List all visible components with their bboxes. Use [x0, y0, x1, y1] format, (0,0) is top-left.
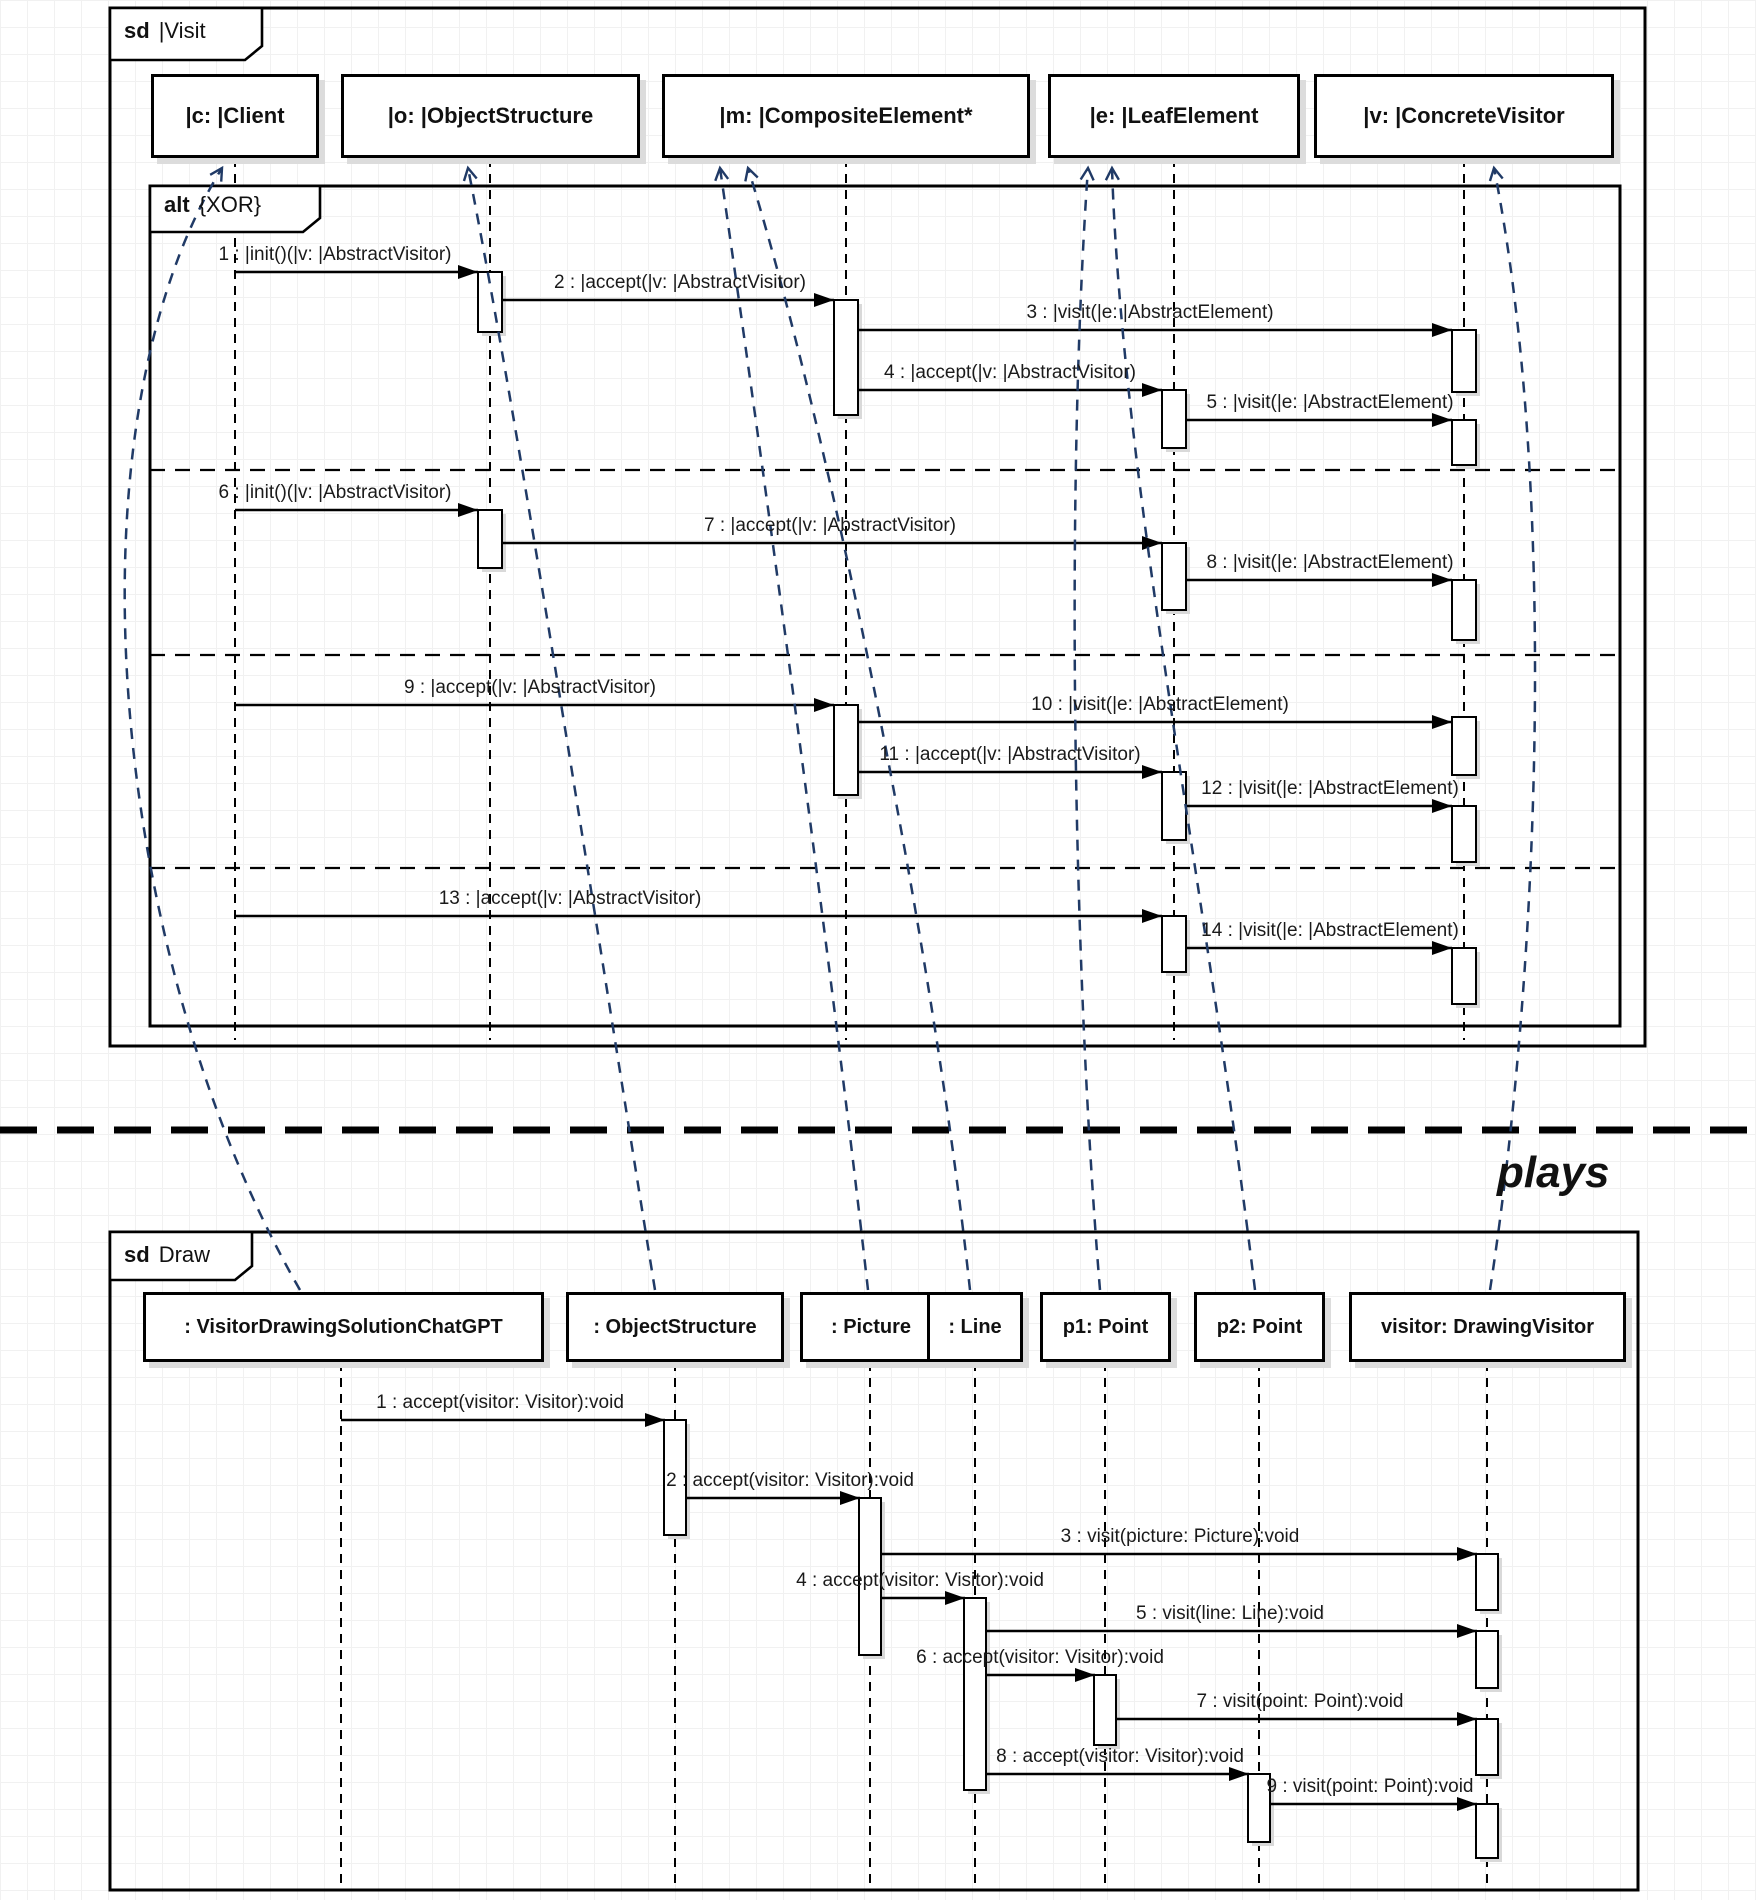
- lifeline-head-objectstructure-draw: : ObjectStructure: [566, 1292, 784, 1362]
- activation-visit-2: [834, 300, 858, 415]
- activation-draw-9: [1476, 1804, 1498, 1858]
- message-label-10: 10 : |visit(|e: |AbstractElement): [1031, 694, 1289, 715]
- message-label-6: 6 : |init()(|v: |AbstractVisitor): [218, 482, 452, 503]
- plays-curve-p1-to-leaf: [1075, 168, 1100, 1290]
- lifeline-head-objectstructure: |o: |ObjectStructure: [341, 74, 640, 158]
- draw-message-label-4: 4 : accept(visitor: Visitor):void: [796, 1570, 1044, 1591]
- activation-draw-4: [964, 1598, 986, 1790]
- draw-message-label-9: 9 : visit(point: Point):void: [1266, 1776, 1474, 1797]
- draw-message-label-5: 5 : visit(line: Line):void: [1136, 1603, 1324, 1624]
- activation-visit-13: [1162, 916, 1186, 972]
- activation-visit-6: [478, 510, 502, 568]
- activation-visit-7: [1162, 543, 1186, 610]
- message-label-2: 2 : |accept(|v: |AbstractVisitor): [553, 272, 807, 293]
- activation-visit-12: [1452, 806, 1476, 862]
- message-label-7: 7 : |accept(|v: |AbstractVisitor): [703, 515, 957, 536]
- lifeline-head-picture: : Picture: [800, 1292, 942, 1362]
- message-label-9: 9 : |accept(|v: |AbstractVisitor): [403, 677, 657, 698]
- frame-keyword: sd: [124, 18, 150, 43]
- message-label-3: 3 : |visit(|e: |AbstractElement): [1026, 302, 1274, 323]
- activation-draw-5: [1476, 1631, 1498, 1688]
- alt-fragment-frame: [150, 186, 1620, 1026]
- fragment-tab-alt: [164, 192, 261, 218]
- lifeline-head-visitordrawingsolutionchatgpt: : VisitorDrawingSolutionChatGPT: [143, 1292, 544, 1362]
- draw-message-label-1: 1 : accept(visitor: Visitor):void: [376, 1392, 624, 1413]
- lifeline-head-p2-point: p2: Point: [1194, 1292, 1325, 1362]
- draw-message-label-3: 3 : visit(picture: Picture):void: [1060, 1526, 1300, 1547]
- activation-visit-10: [1452, 717, 1476, 775]
- fragment-guard: {XOR}: [198, 192, 262, 217]
- draw-message-label-6: 6 : accept(visitor: Visitor):void: [916, 1647, 1164, 1668]
- plays-relation-label: plays: [1497, 1148, 1610, 1197]
- fragment-keyword: alt: [164, 192, 190, 217]
- message-label-11: 11 : |accept(|v: |AbstractVisitor): [879, 744, 1141, 765]
- activation-visit-5: [1452, 420, 1476, 465]
- draw-message-label-8: 8 : accept(visitor: Visitor):void: [996, 1746, 1244, 1767]
- message-label-14: 14 : |visit(|e: |AbstractElement): [1201, 920, 1459, 941]
- draw-message-label-2: 2 : accept(visitor: Visitor):void: [666, 1470, 914, 1491]
- message-label-4: 4 : |accept(|v: |AbstractVisitor): [883, 362, 1137, 383]
- lifeline-head-line: : Line: [927, 1292, 1023, 1362]
- activation-visit-4: [1162, 390, 1186, 448]
- frame-tab-draw: [124, 1242, 210, 1268]
- frame-tab-visit: [124, 18, 206, 44]
- activation-draw-6: [1094, 1675, 1116, 1745]
- activation-visit-3: [1452, 330, 1476, 392]
- lifeline-head-drawingvisitor: visitor: DrawingVisitor: [1349, 1292, 1626, 1362]
- plays-curve-drawingvisitor: [1490, 168, 1535, 1290]
- frame-name: |Visit: [158, 18, 206, 43]
- message-label-5: 5 : |visit(|e: |AbstractElement): [1206, 392, 1454, 413]
- lifeline-head-p1-point: p1: Point: [1040, 1292, 1171, 1362]
- lifeline-head-concretevisitor: |v: |ConcreteVisitor: [1314, 74, 1614, 158]
- lifeline-head-leafelement: |e: |LeafElement: [1048, 74, 1300, 158]
- activation-visit-8: [1452, 580, 1476, 640]
- lifeline-head-compositeelement: |m: |CompositeElement*: [662, 74, 1030, 158]
- message-label-1: 1 : |init()(|v: |AbstractVisitor): [218, 244, 452, 265]
- lifeline-head-client: |c: |Client: [151, 74, 319, 158]
- draw-message-label-7: 7 : visit(point: Point):void: [1196, 1691, 1404, 1712]
- message-label-13: 13 : |accept(|v: |AbstractVisitor): [438, 888, 702, 909]
- activation-draw-3: [1476, 1554, 1498, 1610]
- plays-curve-objectstructure: [468, 168, 655, 1290]
- plays-curve-p2-to-leaf: [1112, 168, 1255, 1290]
- activation-draw-7: [1476, 1719, 1498, 1775]
- activation-visit-14: [1452, 948, 1476, 1004]
- message-label-12: 12 : |visit(|e: |AbstractElement): [1201, 778, 1459, 799]
- activation-visit-9: [834, 705, 858, 795]
- activation-visit-11: [1162, 772, 1186, 840]
- frame-name: Draw: [158, 1242, 211, 1267]
- message-label-8: 8 : |visit(|e: |AbstractElement): [1206, 552, 1454, 573]
- frame-keyword: sd: [124, 1242, 150, 1267]
